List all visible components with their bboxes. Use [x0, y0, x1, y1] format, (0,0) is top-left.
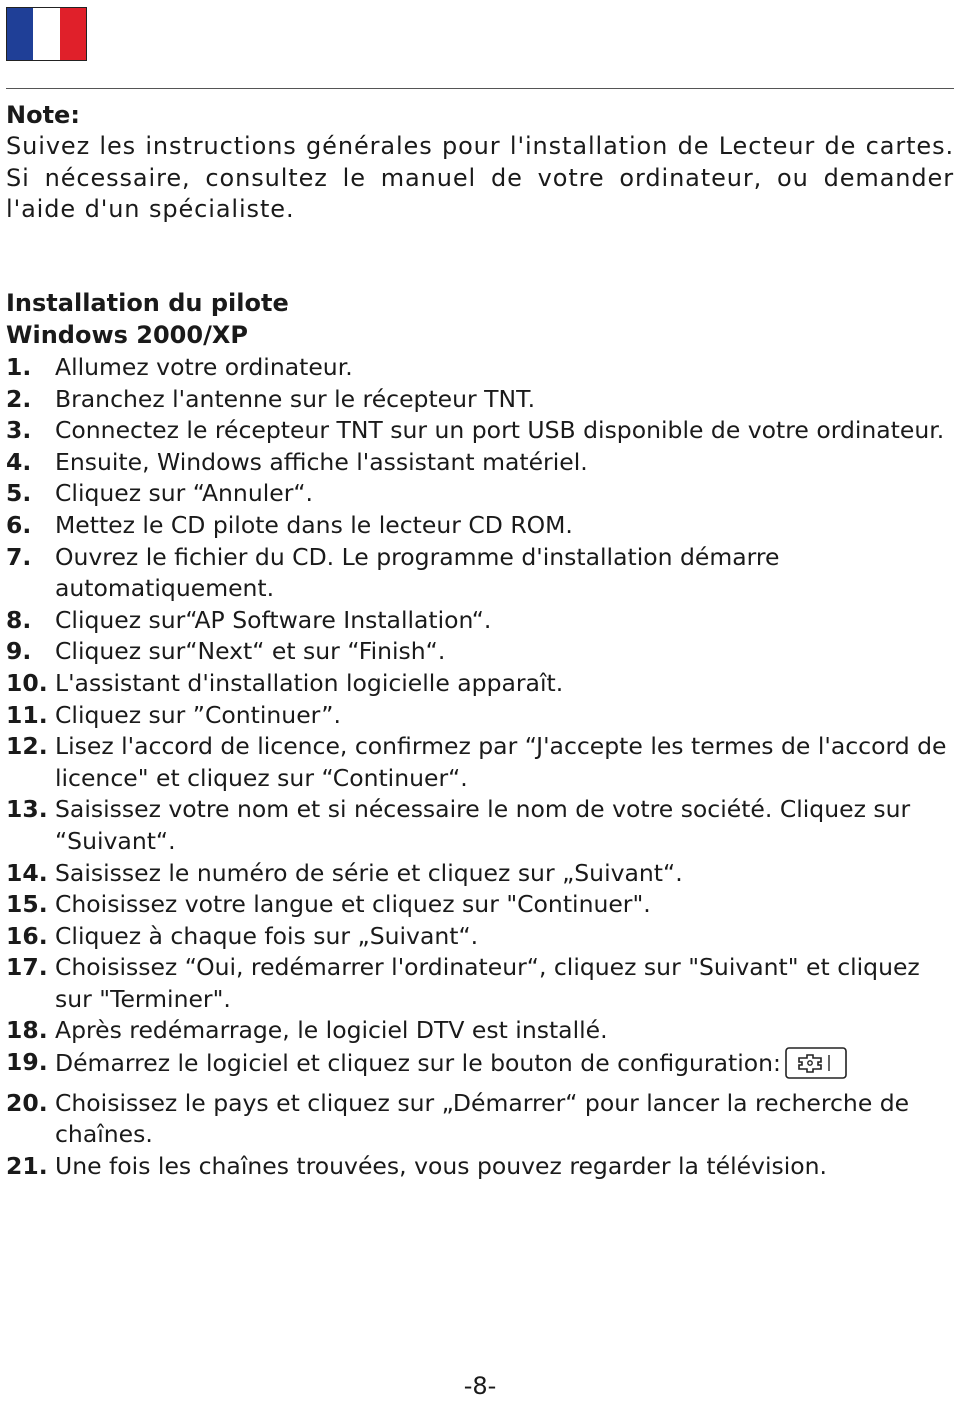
step-5	[6, 478, 954, 510]
step-text: Allumez votre ordinateur.	[55, 353, 353, 381]
configuration-button-icon	[785, 1047, 847, 1088]
step-11	[6, 700, 954, 732]
step-number: 1.	[6, 353, 32, 381]
step-18	[6, 1015, 954, 1047]
step-2	[6, 384, 954, 416]
step-3	[6, 415, 954, 447]
step-text: Choisissez “Oui, redémarrer l'ordinateur“, cliquez sur "Suivant" et cliquez sur "Terminer".	[55, 953, 920, 1013]
step-number: 6.	[6, 510, 32, 539]
note-block	[6, 99, 954, 226]
step-6	[6, 510, 954, 542]
flag-white-stripe	[33, 8, 59, 60]
note-title: Note:	[6, 101, 80, 129]
section-title-line1: Installation du pilote	[6, 289, 289, 317]
step-number: 11.	[6, 700, 48, 729]
note-body: Suivez les instructions générales pour l'installation de Lecteur de cartes. Si nécessaire, consultez le manuel de votre ordinateur, ou demander l'aide d'un spécialiste.	[6, 132, 954, 223]
step-text: Connectez le récepteur TNT sur un port USB disponible de votre ordinateur.	[55, 416, 945, 445]
step-9	[6, 636, 954, 668]
step-number: 9.	[6, 637, 32, 666]
step-text: Cliquez à chaque fois sur „Suivant“.	[55, 921, 479, 950]
step-number: 15.	[6, 890, 48, 919]
flag-red-stripe	[60, 8, 86, 60]
step-16	[6, 921, 954, 953]
step-10	[6, 668, 954, 700]
step-text: Une fois les chaînes trouvées, vous pouvez regarder la télévision.	[55, 1151, 828, 1180]
step-7	[6, 542, 954, 605]
step-12	[6, 731, 954, 794]
installation-steps	[6, 352, 954, 1182]
step-number: 19.	[6, 1048, 48, 1077]
step-4	[6, 447, 954, 479]
step-number: 7.	[6, 542, 32, 571]
step-8	[6, 605, 954, 637]
step-text: Saisissez votre nom et si nécessaire le nom de votre société. Cliquez sur “Suivant“.	[55, 795, 911, 855]
step-number: 2.	[6, 384, 32, 413]
section-title-line2: Windows 2000/XP	[6, 320, 248, 349]
page-number: -8-	[463, 1372, 497, 1400]
step-text: Ensuite, Windows affiche l'assistant matériel.	[55, 447, 588, 476]
step-13	[6, 794, 954, 857]
step-text: Cliquez sur ”Continuer”.	[55, 700, 341, 729]
step-text: Branchez l'antenne sur le récepteur TNT.	[55, 384, 536, 413]
step-number: 16.	[6, 921, 48, 950]
step-number: 5.	[6, 479, 32, 508]
step-1	[6, 352, 954, 384]
step-text: Choisissez votre langue et cliquez sur "Continuer".	[55, 890, 651, 919]
step-17	[6, 952, 954, 1015]
flag-france-icon	[6, 7, 87, 61]
step-text: Mettez le CD pilote dans le lecteur CD ROM.	[55, 510, 573, 539]
step-text: Cliquez sur“AP Software Installation“.	[55, 605, 492, 634]
step-number: 20.	[6, 1088, 48, 1117]
step-text: L'assistant d'installation logicielle apparaît.	[55, 668, 564, 697]
step-text: Démarrez le logiciel et cliquez sur le bouton de configuration:	[55, 1049, 781, 1078]
step-number: 21.	[6, 1151, 48, 1180]
flag-blue-stripe	[7, 8, 33, 60]
step-15	[6, 889, 954, 921]
step-text: Choisissez le pays et cliquez sur „Démarrer“ pour lancer la recherche de chaînes.	[55, 1088, 910, 1149]
step-text: Saisissez le numéro de série et cliquez sur „Suivant“.	[55, 858, 683, 887]
section-title	[6, 288, 289, 351]
step-number: 13.	[6, 795, 48, 824]
step-number: 10.	[6, 668, 48, 697]
step-number: 8.	[6, 605, 32, 634]
step-14	[6, 858, 954, 890]
step-text-wrap	[55, 1047, 954, 1088]
step-number: 14.	[6, 858, 48, 887]
header-divider	[6, 88, 954, 89]
step-21	[6, 1151, 954, 1183]
step-text: Ouvrez le fichier du CD. Le programme d'installation démarre automatiquement.	[55, 542, 780, 603]
step-number: 17.	[6, 953, 48, 982]
step-text: Cliquez sur“Next“ et sur “Finish“.	[55, 637, 446, 666]
step-20	[6, 1088, 954, 1151]
step-19	[6, 1047, 954, 1088]
step-number: 18.	[6, 1016, 48, 1045]
step-text: Lisez l'accord de licence, confirmez par “J'accepte les termes de l'accord de licence" et cliquez sur “Continuer“.	[55, 732, 947, 792]
step-number: 4.	[6, 447, 32, 476]
step-number: 3.	[6, 416, 32, 445]
step-text: Cliquez sur “Annuler“.	[55, 479, 314, 508]
step-number: 12.	[6, 732, 48, 761]
step-text: Après redémarrage, le logiciel DTV est installé.	[55, 1016, 608, 1045]
